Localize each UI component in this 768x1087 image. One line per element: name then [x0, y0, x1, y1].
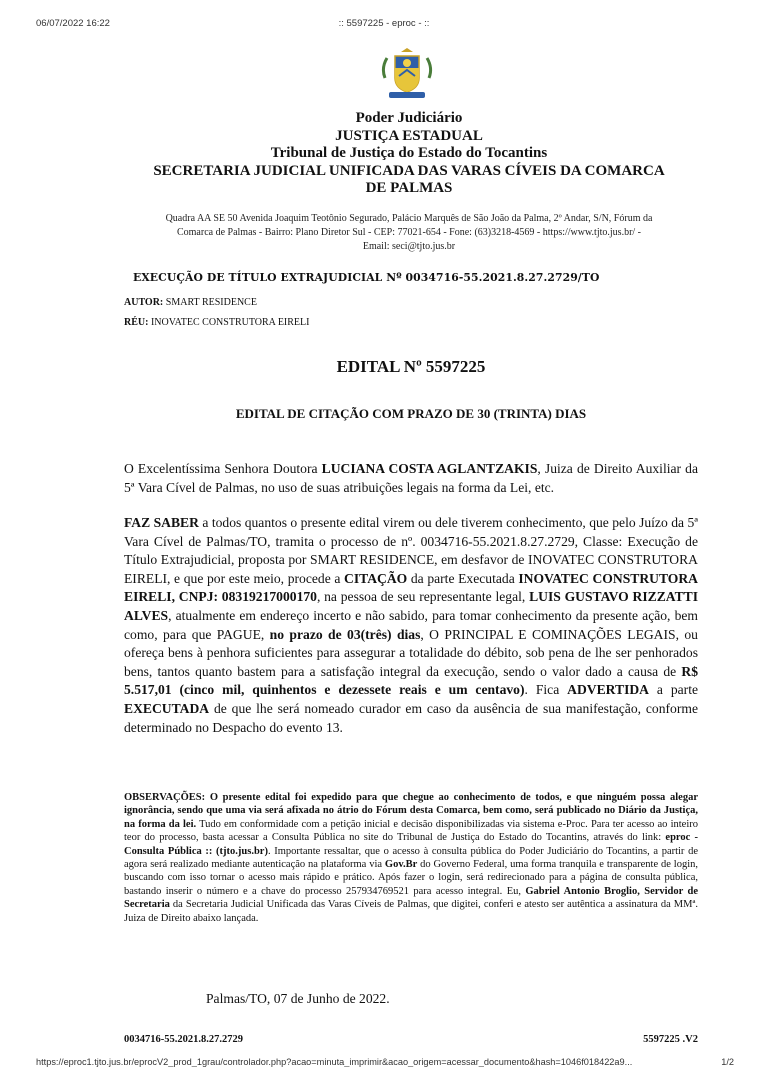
court-line-judiciary: Poder Judiciário: [355, 110, 463, 126]
party-autor: [124, 297, 257, 308]
print-header: [36, 18, 732, 32]
autor-value: SMART RESIDENCE: [165, 297, 257, 308]
main-text-3: , na pessoa de seu representante legal,: [316, 589, 530, 605]
main-text-8: de que lhe será nomeado curador em caso da ausência de sua manifestação, conforme determinado no Despacho do evento 13.: [124, 700, 698, 735]
address-line-1: Quadra AA SE 50 Avenida Joaquim Teotônio Segurado, Palácio Marquês de São João da Palma, 2º Andar, S/N, Fórum da: [165, 213, 653, 224]
court-line-comarca: DE PALMAS: [365, 180, 453, 196]
intro-text-2: , Juiza de Direito Auxiliar da 5ª Vara Cível de Palmas, no uso de suas atribuições legais na forma da Lei, etc.: [124, 461, 699, 495]
tocantins-coat-of-arms-icon: [379, 48, 435, 100]
place-date: Palmas/TO, 07 de Junho de 2022.: [206, 991, 390, 1006]
print-url: https://eproc1.tjto.jus.br/eprocV2_prod_1grau/controlador.php?acao=minuta_imprimir&acao_origem=acessar_documento&hash=1046f018422a9...: [36, 1057, 633, 1067]
court-header: [120, 110, 698, 198]
edital-subtitle: EDITAL DE CITAÇÃO COM PRAZO DE 30 (TRINTA) DIAS: [235, 406, 587, 421]
main-text-7: a parte: [649, 682, 699, 698]
main-bold-2: CITAÇÃO: [344, 570, 408, 586]
judge-name: LUCIANA COSTA AGLANTZAKIS: [321, 461, 538, 476]
main-text-6: . Fica: [524, 682, 568, 698]
main-paragraph: [124, 514, 698, 737]
obs-text-2: . Importante ressaltar, que o acesso à consulta pública do Poder Judiciário do Tocantins, a partir de agora será realizado mediante autenticação na plataforma via: [124, 845, 698, 871]
court-line-tribunal: Tribunal de Justiça do Estado do Tocantins: [270, 145, 548, 161]
main-text-2: da parte Executada: [407, 570, 519, 586]
process-title: EXECUÇÃO DE TÍTULO EXTRAJUDICIAL Nº 0034716-55.2021.8.27.2729/TO: [133, 271, 600, 284]
reu-label: RÉU:: [124, 317, 149, 328]
main-bold-4: LUIS GUSTAVO RIZZATTI ALVES: [124, 589, 699, 623]
obs-bold-4: Gabriel Antonio Broglio, Servidor de Secretaria: [124, 885, 698, 911]
address-line-2: Comarca de Palmas - Bairro: Plano Diretor Sul - CEP: 77021-654 - Fone: (63)3218-4569 - https://www.tjto.jus.br/ -: [176, 227, 642, 238]
obs-text-1: Tudo em conformidade com a petição inicial e decisão disponibilizadas via sistema e-Proc. Para ter acesso ao inteiro teor do processo, basta acessar a Consulta Pública no site do Tribunal de Justiça do Estado do Tocantins, através do link:: [124, 818, 698, 844]
obs-bold-1: OBSERVAÇÕES: O presente edital foi expedido para que chegue ao conhecimento de todos, e que ninguém possa alegar ignorância, sendo que uma via será afixada no átrio do Fórum desta Comarca, bem como, será publicado no Diário da Justiça, na forma da lei.: [124, 792, 698, 830]
print-page-number: 1/2: [721, 1057, 734, 1067]
main-bold-1: FAZ SABER: [124, 515, 199, 530]
intro-paragraph: [124, 460, 698, 497]
address-line-3: Email: seci@tjto.jus.br: [362, 241, 456, 252]
obs-bold-3: Gov.Br: [384, 859, 418, 871]
obs-text-3: do Governo Federal, uma forma tranquila e transparente de login, buscando com isso tornar o acesso mais rápido e prático. Após fazer o login, será redirecionado para a página de consulta pública, bastando inserir o número e a chave do processo 257934769521 para acesso integral. Eu,: [124, 859, 699, 897]
main-text-4: , atualmente em endereço incerto e não sabido, para tomar conhecimento da presente ação, bem como, para que PAGUE,: [124, 607, 698, 642]
main-text-1: a todos quantos o presente edital virem ou dele tiverem conhecimento, que pelo Juízo da 5ª Vara Cível de Palmas/TO, tramita o processo de nº. 0034716-55.2021.8.27.2729, Classe: Execução de Título Extrajudicial, proposta por SMART RESIDENCE, em desfavor de INOVATEC CONSTRUTORA EIRELI, e que por este meio, procede a: [124, 515, 698, 586]
footer-doc-ref: 5597225 .V2: [643, 1034, 698, 1045]
observations-paragraph: [124, 791, 698, 925]
obs-text-4: da Secretaria Judicial Unificada das Varas Cíveis de Palmas, que digitei, conferi e atesto ser autêntica a assinatura da MMª. Juiza de Direito abaixo lançada.: [124, 899, 698, 924]
obs-bold-2: eproc - Consulta Pública :: (tjto.jus.br): [124, 832, 698, 857]
court-line-justice: JUSTIÇA ESTADUAL: [335, 127, 483, 144]
main-bold-8: EXECUTADA: [124, 700, 210, 716]
print-datetime: 06/07/2022 16:22: [36, 18, 110, 29]
reu-value: INOVATEC CONSTRUTORA EIRELI: [150, 317, 310, 328]
court-line-secretariat: SECRETARIA JUDICIAL UNIFICADA DAS VARAS CÍVEIS DA COMARCA: [153, 162, 665, 179]
edital-title: EDITAL Nº 5597225: [336, 357, 486, 376]
main-bold-7: ADVERTIDA: [567, 682, 649, 698]
main-bold-5: no prazo de 03(três) dias: [269, 626, 421, 642]
intro-text-1: O Excelentíssima Senhora Doutora: [124, 461, 322, 476]
main-text-5: , O PRINCIPAL E COMINAÇÕES LEGAIS, ou ofereça bens à penhora suficientes para assegurar a totalidade do débito, sob pena de lhe ser penhorados bens, tantos quanto bastem para a satisfação integral da execução, sendo o valor dado a causa de: [124, 626, 698, 679]
court-address: [120, 212, 698, 254]
main-bold-3: INOVATEC CONSTRUTORA EIRELI, CNPJ: 08319217000170: [124, 570, 698, 605]
party-reu: [124, 317, 309, 328]
main-bold-6: R$ 5.517,01 (cinco mil, quinhentos e dezessete reais e um centavo): [124, 663, 698, 698]
footer-process-code: 0034716-55.2021.8.27.2729: [124, 1034, 243, 1045]
print-page-title: :: 5597225 - eproc - ::: [338, 18, 430, 29]
autor-label: AUTOR:: [124, 297, 164, 308]
